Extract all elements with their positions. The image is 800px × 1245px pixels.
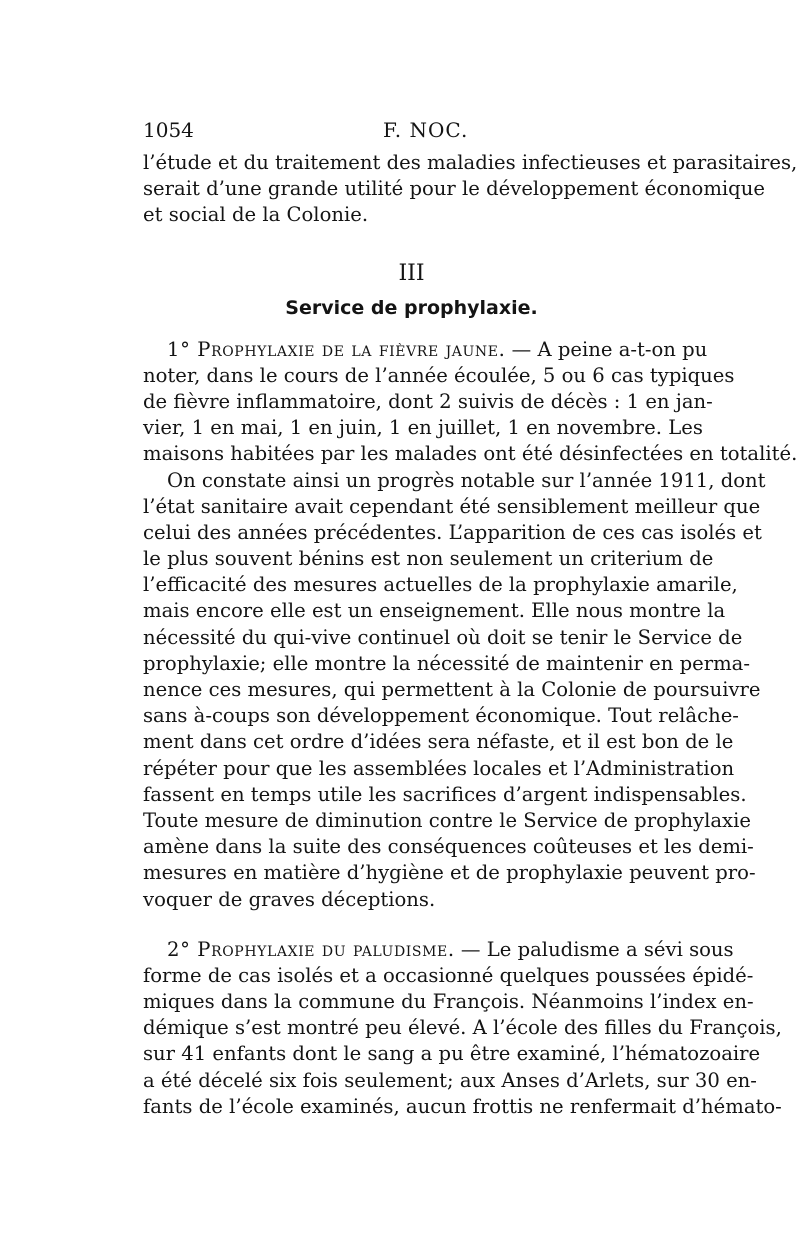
text-line: amène dans la suite des conséquences coûteuses et les demi- bbox=[143, 835, 754, 859]
text-line: nécessité du qui-vive continuel où doit se tenir le Service de bbox=[143, 625, 743, 649]
paragraph-heading: 2° Prophylaxie du paludisme. bbox=[167, 937, 455, 961]
text-line: l’état sanitaire avait cependant été sensiblement meilleur que bbox=[143, 494, 761, 518]
text-line: répéter pour que les assemblées locales et l’Administration bbox=[143, 756, 735, 780]
text-line bbox=[143, 937, 734, 963]
text-line: de fièvre inflammatoire, dont 2 suivis de décès : 1 en jan- bbox=[143, 389, 713, 413]
text-line: sur 41 enfants dont le sang a pu être examiné, l’hématozoaire bbox=[143, 1042, 761, 1066]
text-line: Toute mesure de diminution contre le Service de prophylaxie bbox=[143, 808, 751, 832]
text-line: et social de la Colonie. bbox=[143, 203, 369, 227]
text-line: maisons habitées par les malades ont été désinfectées en totalité. bbox=[143, 442, 798, 466]
text-line: celui des années précédentes. L’apparition de ces cas isolés et bbox=[143, 520, 762, 544]
page-body bbox=[143, 150, 798, 1120]
text-line: nence ces mesures, qui permettent à la Colonie de poursuivre bbox=[143, 678, 761, 701]
text-line: l’efficacité des mesures actuelles de la prophylaxie amarile, bbox=[143, 573, 738, 597]
text-line: voquer de graves déceptions. bbox=[143, 887, 436, 911]
text-line: mais encore elle est un enseignement. Elle nous montre la bbox=[143, 599, 726, 623]
text-line: a été décelé six fois seulement; aux Anses d’Arlets, sur 30 en- bbox=[143, 1068, 757, 1092]
intro-paragraph bbox=[143, 150, 798, 229]
paragraph-heading: 1° Prophylaxie de la fièvre jaune. bbox=[167, 337, 506, 361]
text-line: forme de cas isolés et a occasionné quelques poussées épidé- bbox=[143, 963, 754, 987]
text-line: fassent en temps utile les sacrifices d’argent indispensables. bbox=[143, 782, 747, 806]
text-line: fants de l’école examinés, aucun frottis ne renfermait d’hémato- bbox=[143, 1094, 782, 1118]
paragraph-malaria bbox=[143, 937, 782, 1120]
text-fragment: — A peine a-t-on pu bbox=[505, 337, 708, 361]
text-fragment: — Le paludisme a sévi sous bbox=[454, 937, 734, 961]
text-line: On constate ainsi un progrès notable sur l’année 1911, dont bbox=[167, 468, 766, 492]
text-line: vier, 1 en mai, 1 en juin, 1 en juillet, 1 en novembre. Les bbox=[143, 416, 703, 440]
text-line: mesures en matière d’hygiène et de prophylaxie peuvent pro- bbox=[143, 861, 756, 885]
page-header bbox=[143, 118, 680, 148]
running-head: F. NOC. bbox=[383, 118, 469, 142]
text-line: sans à-coups son développement économique. Tout relâche- bbox=[143, 704, 739, 728]
text-line: démique s’est montré peu élevé. A l’école des filles du François, bbox=[143, 1016, 782, 1040]
text-line: noter, dans le cours de l’année écoulée, 5 ou 6 cas typiques bbox=[143, 363, 735, 387]
text-line: serait d’une grande utilité pour le développement économique bbox=[143, 177, 765, 201]
paragraph-spacer bbox=[143, 913, 680, 937]
section-title: Service de prophylaxie. bbox=[285, 296, 538, 319]
text-line: l’étude et du traitement des maladies infectieuses et parasitaires, bbox=[143, 151, 798, 174]
text-line: miques dans la commune du François. Néanmoins l’index en- bbox=[143, 990, 754, 1014]
section-number: III bbox=[398, 260, 425, 286]
text-line: ment dans cet ordre d’idées sera néfaste, et il est bon de le bbox=[143, 730, 734, 754]
paragraph-progress bbox=[143, 468, 766, 913]
page-number: 1054 bbox=[143, 118, 194, 142]
text-line bbox=[143, 337, 708, 363]
paragraph-yellow-fever bbox=[143, 337, 798, 468]
text-line: le plus souvent bénins est non seulement un criterium de bbox=[143, 547, 714, 571]
text-line: prophylaxie; elle montre la nécessité de maintenir en perma- bbox=[143, 651, 750, 675]
